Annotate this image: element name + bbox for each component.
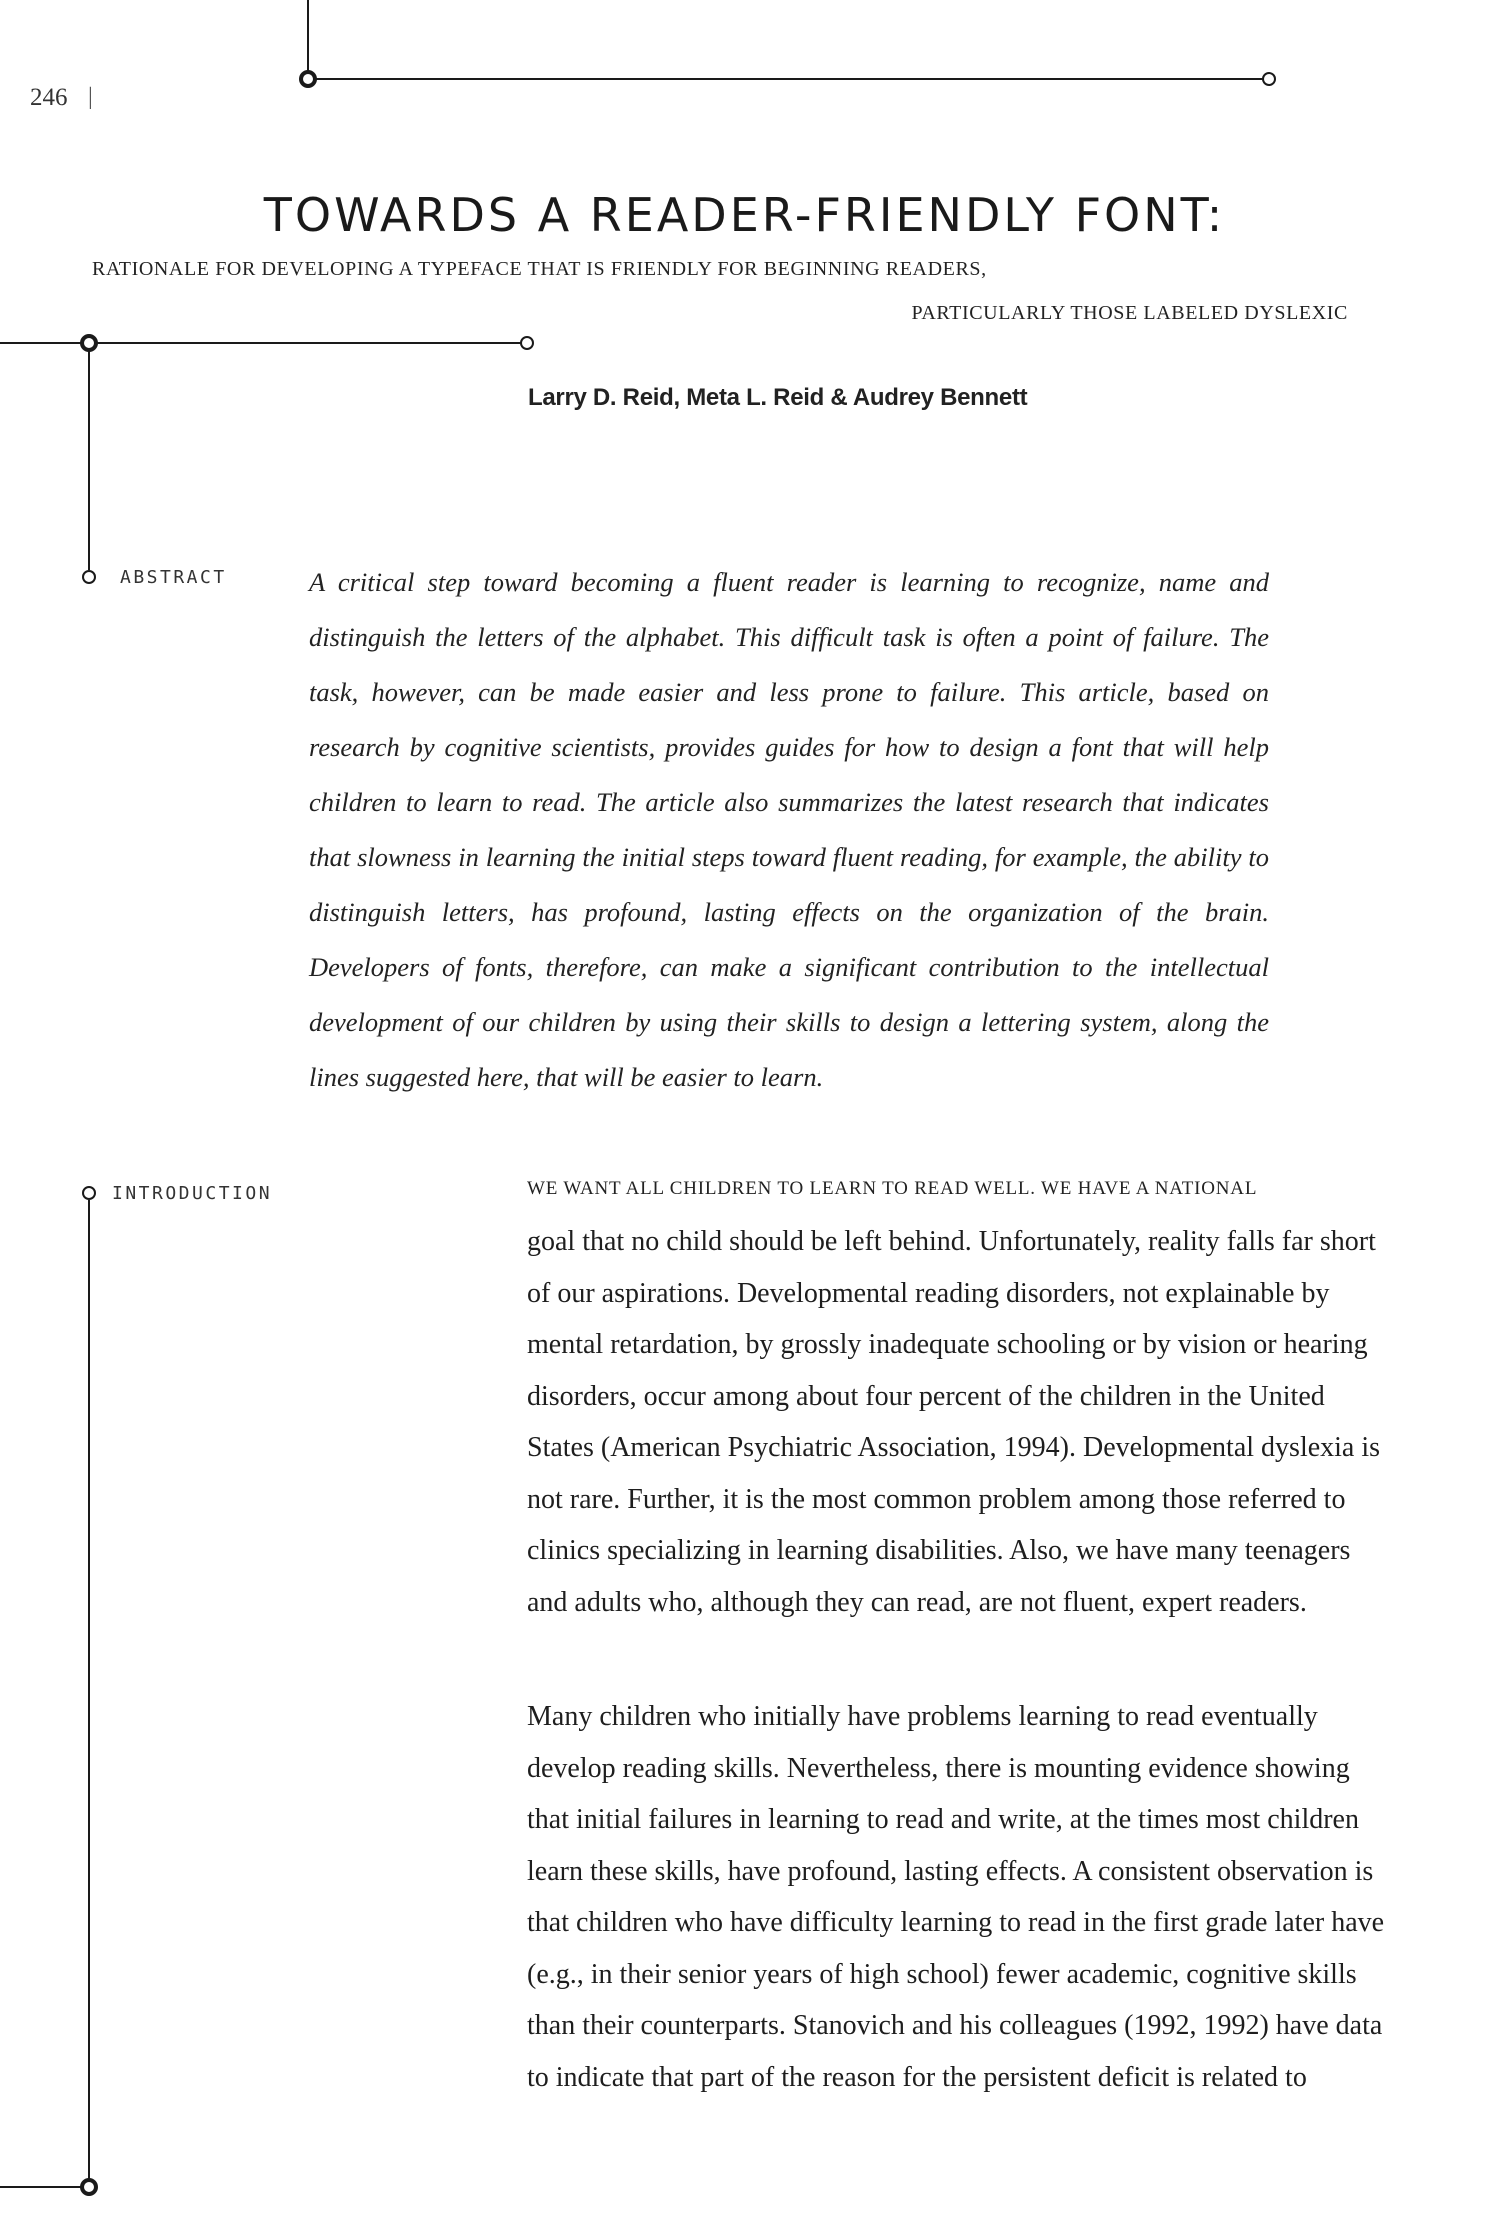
- article-subtitle-line2: PARTICULARLY THOSE LABELED DYSLEXIC: [911, 302, 1348, 324]
- page-number-separator: |: [88, 84, 93, 110]
- introduction-paragraph-1: goal that no child should be left behind. Unfortunately, reality falls far short of our aspirations. Developmental reading disorders, not explainable by mental retardation, by grossly inadequate schooling or by vision or hearing disorders, occur among about four percent of the children in the United States (American Psychiatric Association, 1994). Developmental dyslexia is not rare. Further, it is the most common problem among those referred to clinics specializing in learning disabilities. Also, we have many teenagers and adults who, although they can read, are not fluent, expert readers.: [527, 1226, 1381, 1618]
- article-authors: Larry D. Reid, Meta L. Reid & Audrey Bennett: [528, 384, 1028, 411]
- bottom-rule-node-filled: [82, 2180, 96, 2194]
- introduction-paragraph-2: Many children who initially have problems learning to read eventually develop reading skills. Nevertheless, there is mounting evidence showing that initial failures in learning to read and write, at the times most children learn these skills, have profound, lasting effects. A consistent observation is that children who have difficulty learning to read in the first grade later have (e.g., in their senior years of high school) fewer academic, cognitive skills than their counterparts. Stanovich and his colleagues (1992, 1992) have data to indicate that part of the reason for the persistent deficit is related to: [527, 1701, 1385, 2093]
- mid-rule-node-filled: [82, 336, 96, 350]
- article-subtitle-line1: RATIONALE FOR DEVELOPING A TYPEFACE THAT IS FRIENDLY FOR BEGINNING READERS,: [92, 258, 987, 280]
- abstract-text: A critical step toward becoming a fluent reader is learning to recognize, name and distinguish the letters of the alphabet. This difficult task is often a point of failure. The task, however, can be made easier and less prone to failure. This article, based on research by cognitive scientists, provides guides for how to design a font that will help children to learn to read. The article also summarizes the latest research that indicates that slowness in learning the initial steps toward fluent reading, for example, the ability to distinguish letters, has profound, lasting effects on the organization of the brain. Developers of fonts, therefore, can make a significant contribution to the intellectual development of our children by using their skills to design a lettering system, along the lines suggested here, that will be easier to learn.: [309, 567, 1269, 1092]
- introduction-label: INTRODUCTION: [112, 1183, 273, 1204]
- top-rule-node-open: [1263, 73, 1275, 85]
- top-rule-node-filled: [301, 72, 315, 86]
- mid-rule-node-open: [521, 337, 533, 349]
- page-number: 246: [30, 84, 68, 111]
- intro-node-open: [83, 1187, 95, 1199]
- article-title: TOWARDS A READER-FRIENDLY FONT:: [263, 188, 1226, 242]
- introduction-lead-in: WE WANT ALL CHILDREN TO LEARN TO READ WELL. WE HAVE A NATIONAL: [527, 1178, 1258, 1199]
- abstract-label: ABSTRACT: [120, 567, 227, 588]
- abstract-node-open: [83, 571, 95, 583]
